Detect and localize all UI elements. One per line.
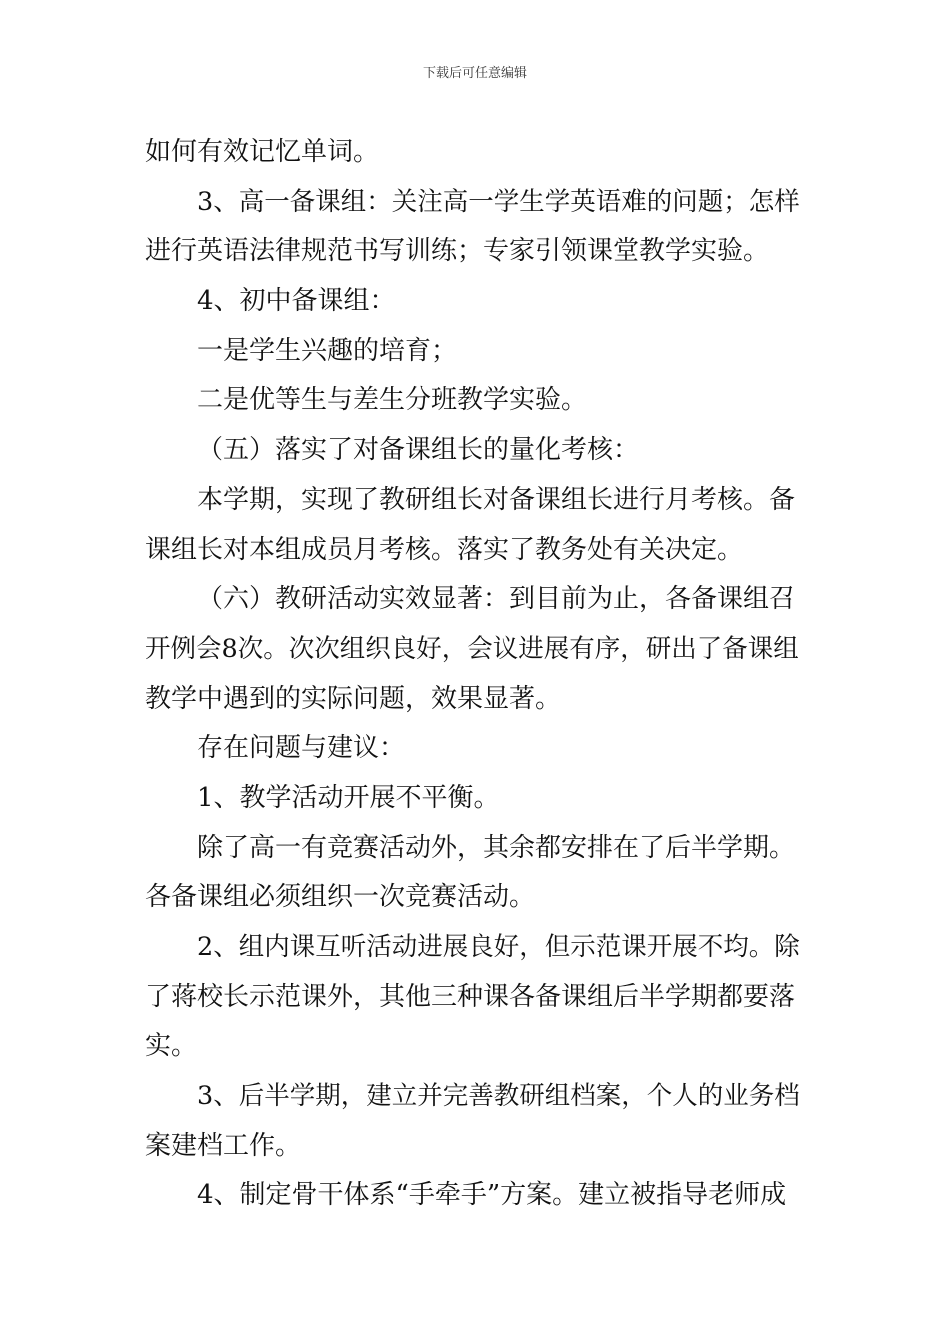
text-line: 一是学生兴趣的培育； xyxy=(197,335,458,366)
text-line: 了蒋校长示范课外，其他三种课各备课组后半学期都要落 xyxy=(145,981,796,1012)
text-line: 2、组内课互听活动进展良好，但示范课开展不均。除 xyxy=(197,932,800,962)
text-line: 4、初中备课组： xyxy=(197,286,396,317)
text-line: 如何有效记忆单词。 xyxy=(145,137,380,167)
text-line: 进行英语法律规范书写训练；专家引领课堂教学实验。 xyxy=(145,236,770,267)
text-line: 3、高一备课组：关注高一学生学英语难的问题；怎样 xyxy=(197,186,800,217)
text-line: 二是优等生与差生分班教学实验。 xyxy=(197,385,588,416)
text-line: 1、教学活动开展不平衡。 xyxy=(197,782,500,813)
page-header: 下载后可任意编辑 xyxy=(422,66,527,81)
text-line: 实。 xyxy=(145,1031,198,1062)
text-line: 教学中遇到的实际问题，效果显著。 xyxy=(145,683,562,714)
text-line: 除了高一有竞赛活动外，其余都安排在了后半学期。 xyxy=(197,832,796,863)
text-line: （六）教研活动实效显著：到目前为止，各备课组召 xyxy=(197,584,796,615)
text-line: 4、制定骨干体系“手牵手”方案。建立被指导老师成 xyxy=(197,1180,787,1211)
text-line: 各备课组必须组织一次竞赛活动。 xyxy=(145,882,536,913)
text-line: 开例会8次。次次组织良好，会议进展有序，研出了备课组 xyxy=(145,633,799,664)
document-body xyxy=(145,128,810,1221)
text-line: 本学期，实现了教研组长对备课组长进行月考核。备 xyxy=(197,484,796,515)
text-line: 课组长对本组成员月考核。落实了教务处有关决定。 xyxy=(145,534,744,565)
text-line: 案建档工作。 xyxy=(145,1130,302,1161)
text-line: 3、后半学期，建立并完善教研组档案，个人的业务档 xyxy=(197,1081,800,1112)
text-line: 存在问题与建议： xyxy=(197,733,406,764)
text-line: （五）落实了对备课组长的量化考核： xyxy=(197,435,640,466)
